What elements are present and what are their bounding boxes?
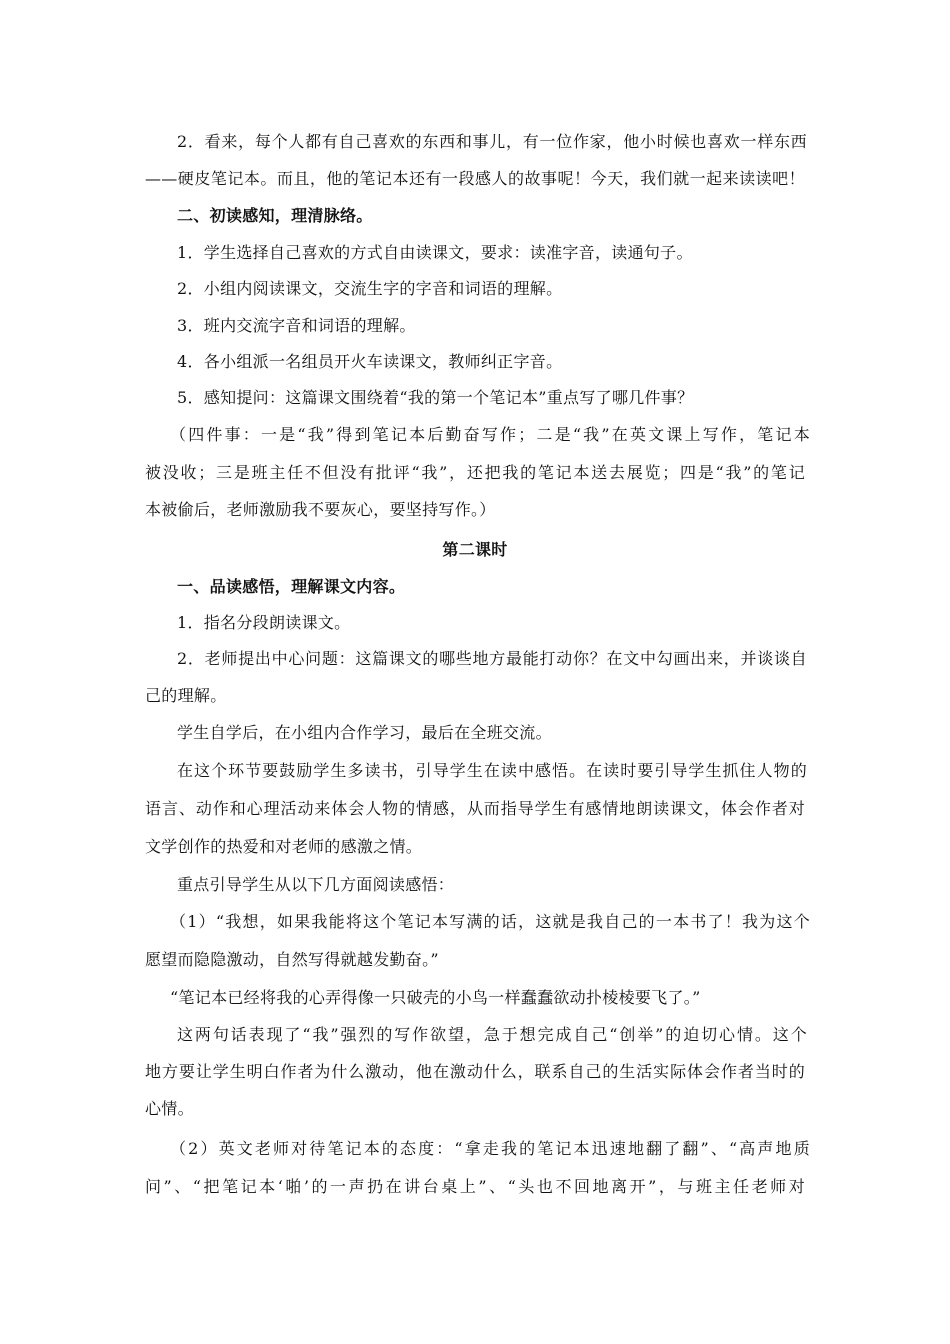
paragraph-line: 问”、“把笔记本‘啪’的一声扔在讲台桌上”、“头也不回地离开”，与班主任老师对 (145, 1177, 805, 1196)
paragraph-line: 己的理解。 (145, 686, 227, 705)
section-heading: 二、初读感知，理清脉络。 (177, 206, 373, 225)
quote-line: 愿望而隐隐激动，自然写得就越发勤奋。” (145, 950, 439, 969)
list-item: 4．各小组派一名组员开火车读课文，教师纠正字音。 (177, 352, 563, 371)
list-item: 5．感知提问：这篇课文围绕着“我的第一个笔记本”重点写了哪几件事？ (177, 388, 694, 407)
paragraph-line: （2）英文老师对待笔记本的态度：“拿走我的笔记本迅速地翻了翻”、“高声地质 (170, 1139, 810, 1158)
list-item: 1．学生选择自己喜欢的方式自由读课文，要求：读准字音，读通句子。 (177, 243, 693, 262)
quote-line: “笔记本已经将我的心弄得像一只破壳的小鸟一样蠢蠢欲动扑棱棱要飞了。” (170, 988, 701, 1007)
list-item: 1．指名分段朗读课文。 (177, 613, 351, 632)
paragraph-line: 这两句话表现了“我”强烈的写作欲望，急于想完成自己“创举”的迫切心情。这个 (177, 1025, 807, 1044)
list-item: 2．小组内阅读课文，交流生字的字音和词语的理解。 (177, 279, 563, 298)
list-item: 3．班内交流字音和词语的理解。 (177, 316, 416, 335)
quote-line: （1）“我想，如果我能将这个笔记本写满的话，这就是我自己的一本书了！我为这个 (170, 912, 810, 931)
paragraph-line: ——硬皮笔记本。而且，他的笔记本还有一段感人的故事呢！今天，我们就一起来读读吧！ (145, 169, 805, 188)
paragraph-line: 地方要让学生明白作者为什么激动，他在激动什么，联系自己的生活实际体会作者当时的 (145, 1062, 805, 1081)
list-item: 2．老师提出中心问题：这篇课文的哪些地方最能打动你？在文中勾画出来，并谈谈自 (177, 649, 807, 668)
paragraph-line: （四件事：一是“我”得到笔记本后勤奋写作；二是“我”在英文课上写作，笔记本 (170, 425, 810, 444)
paragraph-line: 在这个环节要鼓励学生多读书，引导学生在读中感悟。在读时要引导学生抓住人物的 (177, 761, 807, 780)
paragraph-line: 2．看来，每个人都有自己喜欢的东西和事儿，有一位作家，他小时候也喜欢一样东西 (177, 132, 807, 151)
paragraph-line: 心情。 (145, 1099, 194, 1118)
paragraph-line: 被没收；三是班主任不但没有批评“我”，还把我的笔记本送去展览；四是“我”的笔记 (145, 463, 805, 482)
paragraph-line: 重点引导学生从以下几方面阅读感悟： (177, 875, 455, 894)
paragraph-line: 本被偷后，老师激励我不要灰心，要坚持写作。） (145, 500, 496, 519)
lesson-title: 第二课时 (442, 540, 508, 559)
paragraph-line: 学生自学后，在小组内合作学习，最后在全班交流。 (177, 723, 552, 742)
paragraph-line: 语言、动作和心理活动来体会人物的情感，从而指导学生有感情地朗读课文，体会作者对 (145, 799, 805, 818)
section-heading: 一、品读感悟，理解课文内容。 (177, 577, 406, 596)
paragraph-line: 文学创作的热爱和对老师的感激之情。 (145, 837, 423, 856)
